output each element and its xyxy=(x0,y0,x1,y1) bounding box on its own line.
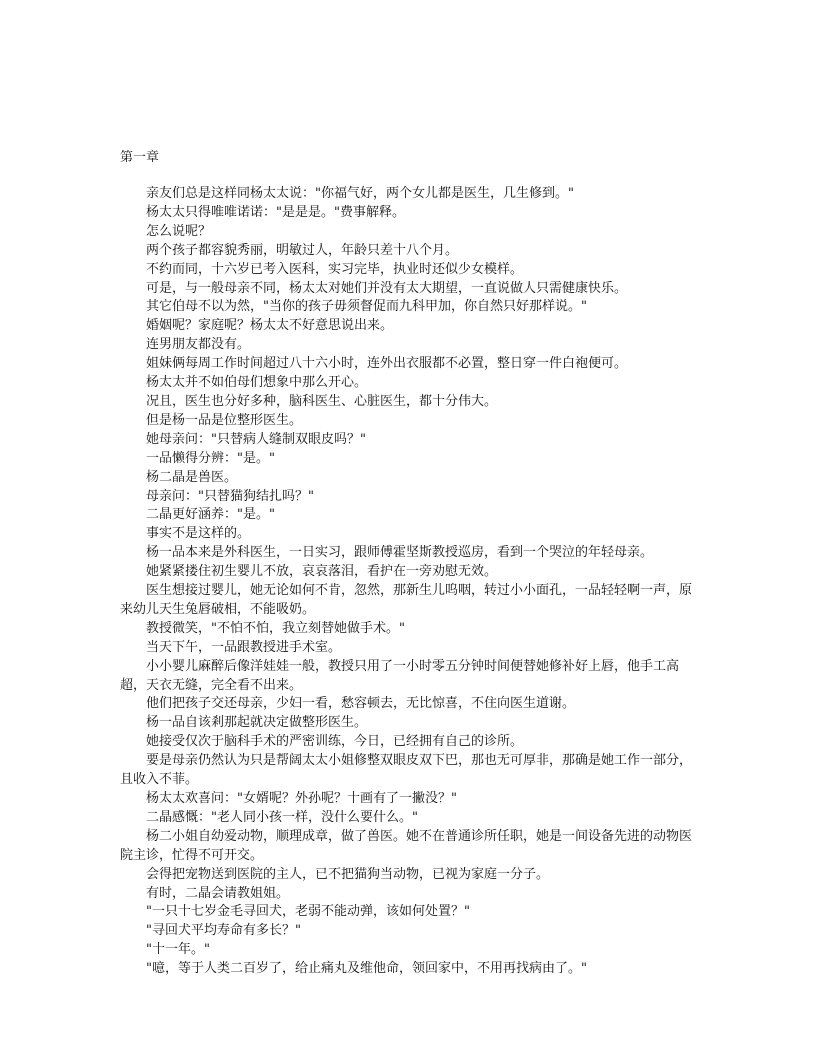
paragraph: 连男朋友都没有。 xyxy=(146,337,251,353)
paragraph: 有时，二晶会请教姐姐。 xyxy=(146,885,290,901)
paragraph: 杨太太欢喜问："女婿呢？外孙呢？十画有了一撇没？" xyxy=(146,791,457,806)
paragraph: "十一年。" xyxy=(146,942,210,958)
paragraph: 二晶更好涵养："是。" xyxy=(146,507,275,523)
document-page xyxy=(120,149,700,979)
paragraph: 两个孩子都容貌秀丽，明敏过人，年龄只差十八个月。 xyxy=(146,242,459,258)
paragraph: 杨一品本来是外科医生，一日实习，跟师傅霍坚斯教授巡房，看到一个哭泣的年轻母亲。 xyxy=(146,545,654,561)
paragraph: 小小婴儿麻醉后像洋娃娃一般，教授只用了一小时零五分钟时间便替她修补好上唇，他手工高超，天衣无缝，完全看不出来。 xyxy=(120,658,680,693)
paragraph: 她紧紧搂住初生婴儿不放，哀哀落泪，看护在一旁劝慰无效。 xyxy=(146,564,498,580)
paragraph: 二晶感慨："老人同小孩一样，没什么要什么。" xyxy=(146,809,418,825)
paragraph: 要是母亲仍然认为只是帮阔太太小姐修整双眼皮双下巴，那也无可厚非，那确是她工作一部分，且收入不菲。 xyxy=(120,753,693,788)
chapter-title: 第一章 xyxy=(120,150,160,165)
paragraph: 她接受仅次于脑科手术的严密训练，今日，已经拥有自己的诊所。 xyxy=(146,734,524,750)
paragraph: 但是杨一品是位整形医生。 xyxy=(146,412,303,428)
paragraph: 杨太太并不如伯母们想象中那么开心。 xyxy=(146,375,368,391)
paragraph: 母亲问："只替猫狗结扎吗？" xyxy=(146,488,314,504)
paragraph: 况且，医生也分好多种，脑科医生、心脏医生，都十分伟大。 xyxy=(146,393,498,409)
paragraph: 杨二小姐自幼爱动物，顺理成章，做了兽医。她不在普通诊所任职，她是一间设备先进的动物医院主诊，忙得不可开交。 xyxy=(120,828,693,863)
paragraph: 杨太太只得唯唯诺诺："是是是。"费事解释。 xyxy=(146,204,405,220)
paragraph: 怎么说呢？ xyxy=(146,223,212,239)
paragraph: 可是，与一般母亲不同，杨太太对她们并没有太大期望，一直说做人只需健康快乐。 xyxy=(146,280,628,296)
paragraph: "一只十七岁金毛寻回犬，老弱不能动弹，该如何处置？" xyxy=(146,904,470,920)
paragraph: 一品懒得分辨："是。" xyxy=(146,450,275,466)
paragraph: 教授微笑，"不怕不怕，我立刻替她做手术。" xyxy=(146,620,405,636)
chapter-body xyxy=(120,185,700,979)
paragraph: 其它伯母不以为然，"当你的孩子毋须督促而九科甲加，你自然只好那样说。" xyxy=(146,299,587,315)
paragraph: 不约而同，十六岁已考入医科，实习完毕，执业时还似少女模样。 xyxy=(146,261,524,277)
paragraph: "噫，等于人类二百岁了，给止痛丸及维他命，领回家中，不用再找病由了。" xyxy=(146,961,587,977)
paragraph: 当天下午，一品跟教授进手术室。 xyxy=(146,639,342,655)
paragraph: 会得把宠物送到医院的主人，已不把猫狗当动物，已视为家庭一分子。 xyxy=(146,866,550,882)
paragraph: 事实不是这样的。 xyxy=(146,526,251,542)
paragraph: 她母亲问："只替病人缝制双眼皮吗？" xyxy=(146,431,366,447)
paragraph: 他们把孩子交还母亲，少妇一看，愁容顿去，无比惊喜，不住向医生道谢。 xyxy=(146,696,576,712)
paragraph: 医生想接过婴儿，她无论如何不肯，忽然，那新生儿呜咽，转过小小面孔，一品轻轻啊一声，原来幼儿天生兔唇破相，不能吸奶。 xyxy=(120,583,693,617)
paragraph: "寻回犬平均寿命有多长？" xyxy=(146,923,301,939)
paragraph: 杨二晶是兽医。 xyxy=(146,469,238,485)
paragraph: 亲友们总是这样同杨太太说："你福气好，两个女儿都是医生，几生修到。" xyxy=(146,186,574,201)
paragraph: 杨一品自该剎那起就决定做整形医生。 xyxy=(146,715,368,731)
paragraph: 婚姻呢？家庭呢？杨太太不好意思说出来。 xyxy=(146,318,394,334)
paragraph: 姐妹俩每周工作时间超过八十六小时，连外出衣服都不必置，整日穿一件白袍便可。 xyxy=(146,356,628,372)
